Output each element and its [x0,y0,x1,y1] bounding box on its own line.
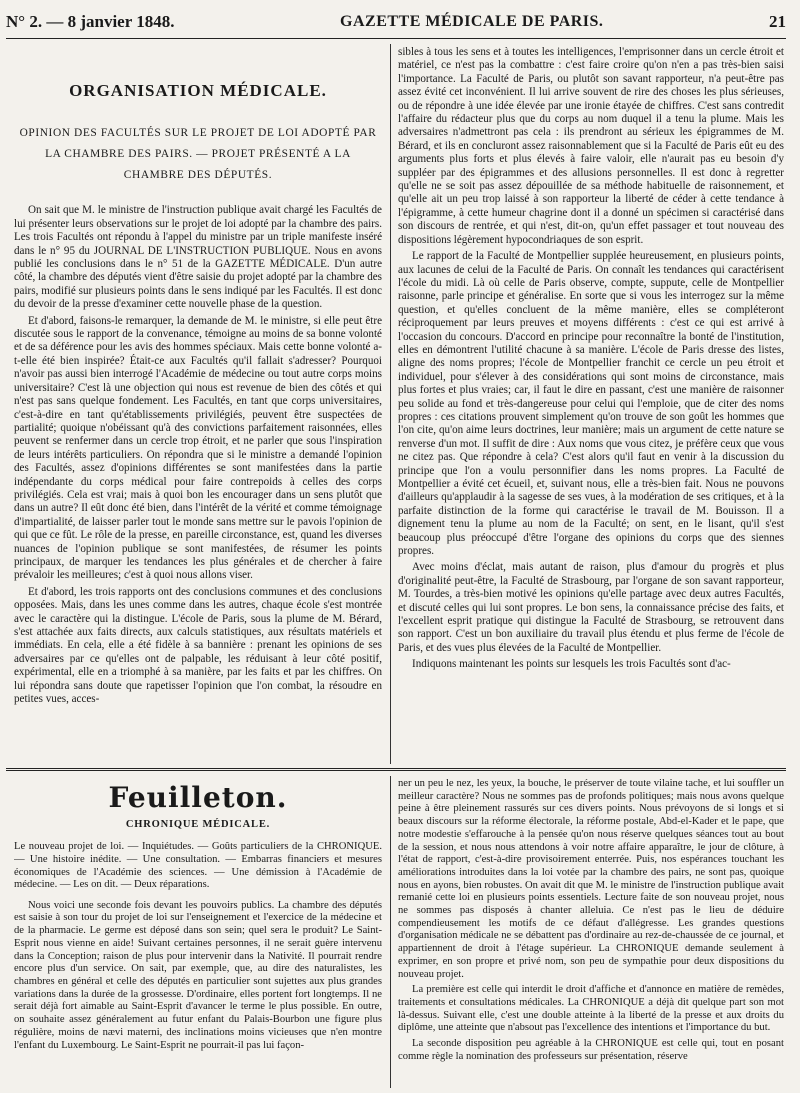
article-paragraph: sibles à tous les sens et à toutes les intelligences, l'emprisonner dans un cercle étroit et matériel, ce n'est pas la combattre : c'est faire croire qu'on n'en a pas très-bien saisi l'importance. La Faculté de Paris, ou plutôt son savant rapporteur, n'a peut-être pas assez évité cet inconvénient. Il lui arrive souvent de rire des choses les plus sérieuses, ou de répondre à une idée élevée par une ironie étayée de chiffres. C'est sans contredit l'affaire du rédacteur plus que du corps au nom duquel il a tenu la plume. Mais les adversaires n'admettront pas cela : ils prendront au sérieux les épigrammes de M. Bérard, et ils en concluront assez raisonnablement que si la Faculté de Paris eût eu des arguments plus forts et plus élevés à faire valoir, elle n'aurait pas eu besoin d'y suppléer par des épigrammes et des allusions personnelles. Il est donc à regretter qu'elle ne se soit pas assez dépouillée de sa méthode habituelle de raisonnement, et qu'elle ait un peu trop laissé à son rapporteur la liberté de céder à cette tendance à l'épigramme, à cette humeur chagrine dont il a donné un spécimen si caractérisé dans son discours de rentrée, et qui n'est, dit-on, qu'un effet passager et tout nouveau des dispositions légèrement hypocondriaques de son esprit. [398,46,784,246]
journal-title: GAZETTE MÉDICALE DE PARIS. [340,13,604,30]
feuilleton-right-column [398,778,784,1088]
feuilleton-paragraph: Nous voici une seconde fois devant les pouvoirs publics. La chambre des députés est saisie à son tour du projet de loi sur l'enseignement et l'exercice de la médecine et de la pharmacie. Le germe est déposé dans son sein; quel sera le produit? Le Saint-Esprit nous vienne en aide! Suivant certaines personnes, il ne serait guère intervenu dans la Conception; raison de plus pour intervenir dans la Nativité. Il pourrait rendre encore plus d'un service. On sait, par exemple, que, au dire des naturalistes, les chambres en général et celle des députés en particulier sont sujettes aux plus grandes variations dans la durée de la grossesse. D'ordinaire, elles portent fort longtemps. Il ne serait déjà fort aimable au Saint-Esprit d'avancer le terme le plus possible. En outre, on souhaite assez généralement au futur enfant du Palais-Bourbon une figure plus régulière, moins de nævi materni, des inclinations moins vicieuses que n'en montre l'enfant du Luxembourg. Le Saint-Esprit ne pourrait-il pas lui façon- [14,899,382,1051]
feuilleton-rule [6,768,786,773]
feuilleton-title: Feuilleton. [108,781,288,814]
feuilleton-paragraph: La seconde disposition peu agréable à la CHRONIQUE est celle qui, tout en posant comme règle la nomination des professeurs sur présentation, réserve [398,1038,784,1062]
page-header [6,8,786,36]
page-number: 21 [769,12,786,31]
article-title: ORGANISATION MÉDICALE. [69,81,327,100]
issue-date: N° 2. — 8 janvier 1848. [6,12,175,31]
article-paragraph: Avec moins d'éclat, mais autant de raison, plus d'amour du progrès et plus d'originalité peut-être, la Faculté de Strasbourg, par l'organe de son savant rapporteur, M. Tourdes, a très-bien motivé les opinions qu'elle partage avec deux autres Facultés, et discuté celles qui lui sont propres. Le bon sens, la connaissance précise des faits, et l'excellent esprit pratique qui distingue la Faculté de Strasbourg, se retrouvent dans son rapport. C'est un bon auxiliaire du travail plus étendu et plus ferme de l'école de Paris, et des vues plus élevées de la Faculté de Montpellier. [398,561,784,654]
article-right-column [398,46,784,764]
feuilleton-left-column [14,778,382,1088]
feuilleton-paragraph: ner un peu le nez, les yeux, la bouche, le préserver de toute vilaine tache, et lui souffler un meilleur caractère? Nous ne sommes pas de profonds politiques; mais nous avons quelque peine à être pleinement rassurés sur ces divers points. Nous prévoyons de si longs et si beaux discours sur la réforme électorale, la réforme postale, Abd-el-Kader et le pape, que notre modestie s'effarouche à la pensée qu'on nous réserve quelques séances tout au bout de la session, et nous nous attendons à voir notre affaire apparaître, le jour de clôture, à l'état de rapport, c'est-à-dire provisoirement enterrée. Puis, nos espérances touchant les améliorations introduites dans la loi votée par la chambre des pairs, ne sont pas, quoique nous en ayons, bien robustes. On avait dit que M. le ministre de l'instruction publique avait remanié cette loi en plusieurs points essentiels. Lecture faite de son nouveau projet, nous ne sommes pas disposés à chanter alleluia. Ce n'est pas le lieu de déduire compendieusement les motifs de ce défaut d'allégresse. Les grandes questions d'organisation médicale ne se débattent pas d'ordinaire au rez-de-chaussée de ce journal, et appartiennent de droit à l'étage supérieur. La CHRONIQUE demande seulement à exprimer, en son propre et privé nom, son peu de sympathie pour deux dispositions du nouveau projet. [398,778,784,980]
article-subtitle: OPINION DES FACULTÉS SUR LE PROJET DE LOI ADOPTÉ PAR LA CHAMBRE DES PAIRS. — PROJET PRÉSENTÉ A LA CHAMBRE DES DÉPUTÉS. [19,127,377,182]
article-paragraph: On sait que M. le ministre de l'instruction publique avait chargé les Facultés de lui présenter leurs observations sur le projet de loi adopté par la chambre des pairs. Les trois Facultés ont répondu à l'appel du ministre par un triple manifeste inséré dans le n° 95 du JOURNAL DE L'INSTRUCTION PUBLIQUE. Nous en avons publié les conclusions dans le n° 51 de la GAZETTE MÉDICALE. D'un autre côté, la chambre des députés vient d'être saisie du projet adopté par la chambre des pairs, modifié sur plusieurs points dans le sens indiqué par les Facultés. Il est donc du devoir de la presse d'examiner cette nouvelle phase de la question. [14,204,382,311]
article-paragraph: Et d'abord, les trois rapports ont des conclusions communes et des conclusions opposées. Mais, dans les unes comme dans les autres, chaque école s'est montrée avec le caractère qui la distingue. L'école de Paris, sous la plume de M. Bérard, s'est attachée aux faits directs, aux calculs statistiques, aux résultats matériels et immédiats. En cela, elle a été fidèle à sa bannière : prenant les opinions de ses adversaires par ce qu'elles ont de palpable, les réduisant à leur côté positif, expérimental, elle en a triomphé à sa manière, par les faits et par les chiffres. On lui répondra sans doute que rapetisser l'opinion que l'on combat, la résoudre en petites vues, acces- [14,585,382,706]
column-divider [390,44,391,764]
article-left-column [14,44,382,766]
column-divider [390,776,391,1088]
article-paragraph: Indiquons maintenant les points sur lesquels les trois Facultés sont d'ac- [412,658,731,671]
article-paragraph: Le rapport de la Faculté de Montpellier supplée heureusement, en plusieurs points, aux lacunes de celui de la Faculté de Paris. On connaît les tendances qui caractérisent l'école du midi. Là où celle de Paris observe, compte, suppute, celle de Montpellier raisonne, parle principe et généralise. En sorte que si vous les interrogez sur la même question, et qu'elles concluent de la même manière, elles se compléteront réciproquement par leurs preuves et moyens différents : c'est ce qui est arrivé à l'occasion du concours. D'accord en principe pour reconnaître la bonté de l'institution, elles en démontrent l'utilité chacune à sa manière. L'école de Paris dresse des listes, aligne des noms propres; l'école de Montpellier franchit ce cercle un peu étroit et individuel, pour s'élever à des considérations qui sont moins de circonstance, mais plus fortes et plus vraies; car, il faut le dire en passant, c'est une manière de raisonner peu solide au fond et très-dangereuse pour celui qui l'emploie, que de citer des noms propres : ces citations prouvent simplement qu'on trouve de son goût les hommes que l'on cite, qu'on aime leurs doctrines, leur manière; mais un argument de cette nature se renverse d'un mot. Il suffit de dire : Aux noms que vous citez, je préfère ceux que vous ne citez pas. Que répondre à cela? C'est alors qu'il faut en venir à la discussion du principe que l'on a voulu personnifier dans les noms propres. La Faculté de Montpellier a évité cet écueil, et, suivant nous, elle a très-bien fait. Nous ne pouvons d'ailleurs qu'applaudir à la sagesse de ses vues, à la modération de ses critiques, et à la parfaite distinction de la forme qui caractérise le travail de M. Bouisson. Il a dignement tenu la plume au nom de la Faculté; on sent, en le lisant, qu'il s'est beaucoup plus préoccupé d'être l'organe des opinions du corps que des siennes propres. [398,250,784,558]
article-paragraph: Et d'abord, faisons-le remarquer, la demande de M. le ministre, si elle peut être discutée sous le rapport de la convenance, témoigne au moins de sa bonne volonté et de sa déférence pour les avis des hommes spéciaux. Mais cette bonne volonté a-t-elle été bien inspirée? Était-ce aux Facultés qu'il fallait s'adresser? Pourquoi n'avoir pas aussi bien interrogé l'Académie de médecine ou tout autre corps moins universitaire? C'est là une objection qui nous est revenue de bien des côtés et qui n'est pas sans quelque fondement. Les Facultés, en tant que corps universitaires, c'est-à-dire en tant qu'établissements privilégiés, peuvent être suspectées de partialité; quoique n'obéissant qu'à des convictions parfaitement raisonnées, elles peuvent se renfermer dans un cercle trop étroit, et ne parler que sous l'inspiration de leurs intérêts particuliers. On répondra que si le ministre a demandé l'opinion des Facultés, assez d'opinions différentes se sont manifestées dans la partie indépendante du corps médical pour faire contrepoids à celles des corps privilégiés. Cela est vrai; mais à quoi bon les encourager dans un sens plutôt que dans un autre? Il eût donc été bien, dans l'intérêt de la vérité et comme témoignage d'impartialité, de laisser parler tout le monde sans mettre sur le pavois l'opinion de qui que ce fût. Le rôle de la presse, en pareille circonstance, est, quand les diverses nuances de l'opinion publique se sont manifestées, de résumer les points principaux, de marquer les tendances les plus générales et de chercher à faire prévaloir les meilleures; c'est à quoi nous allons viser. [14,314,382,582]
header-rule [6,38,786,39]
chronique-title: CHRONIQUE MÉDICALE. [125,818,271,830]
feuilleton-paragraph: La première est celle qui interdit le droit d'affiche et d'annonce en matière de remèdes, traitements et consultations médicales. La CHRONIQUE a déjà dit quelque part son mot là-dessus. Suivant elle, c'est une double atteinte à la liberté de la presse et aux droits du diplôme, une atteinte que n'absout pas l'excellence des intentions et l'importance du but. [398,984,784,1034]
chronique-summary: Le nouveau projet de loi. — Inquiétudes. — Goûts particuliers de la CHRONIQUE. — Une histoire inédite. — Une consultation. — Embarras financiers et mesures économiques de l'Académie des sciences. — Une démission à l'Académie de médecine. — Les on dit. — Deux réparations. [14,841,382,891]
